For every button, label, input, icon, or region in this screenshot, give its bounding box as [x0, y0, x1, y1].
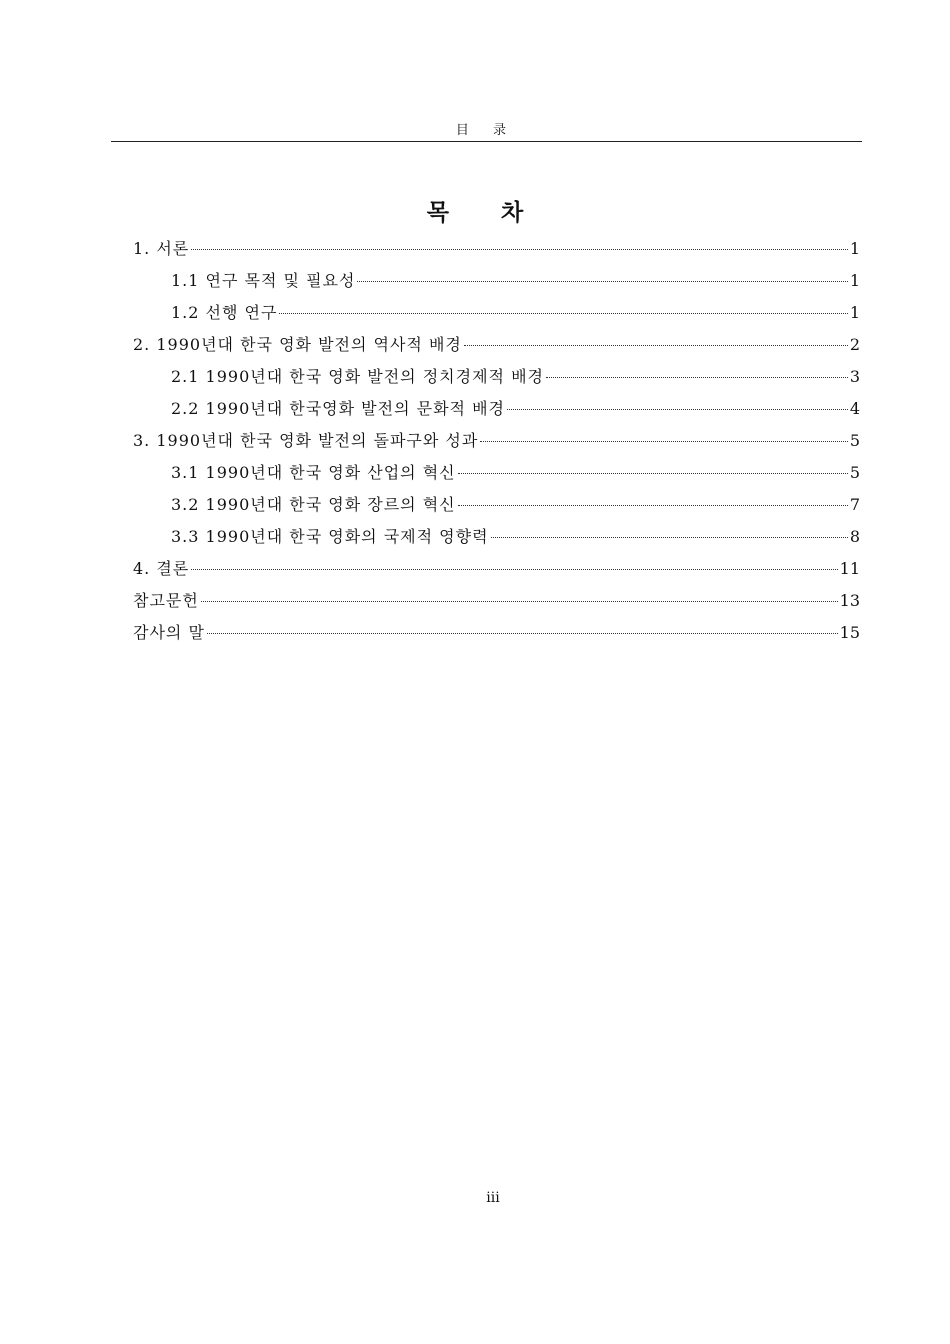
- toc-entry-label: 2.2 1990년대 한국영화 발전의 문화적 배경: [171, 399, 505, 418]
- toc-entry-page: 11: [839, 559, 860, 578]
- toc-dot-leader: [201, 601, 838, 602]
- toc-entry-page: 1: [849, 271, 860, 290]
- toc-dot-leader: [357, 281, 847, 282]
- toc-entry-1-1[interactable]: [133, 265, 860, 297]
- toc-entry-3-1[interactable]: [133, 457, 860, 489]
- toc-dot-leader: [464, 345, 848, 346]
- toc-dot-leader: [191, 249, 848, 250]
- toc-entry-page: 5: [849, 463, 860, 482]
- toc-entry-2-1[interactable]: [133, 361, 860, 393]
- toc-entry-page: 3: [849, 367, 860, 386]
- toc-dot-leader: [458, 505, 848, 506]
- toc-entry-3[interactable]: [133, 425, 860, 457]
- toc-entry-label: 감사의 말: [133, 623, 205, 642]
- toc-entry-3-2[interactable]: [133, 489, 860, 521]
- toc-entry-page: 5: [849, 431, 860, 450]
- toc-entry-acknowledgements[interactable]: [133, 617, 860, 649]
- toc-dot-leader: [480, 441, 847, 442]
- toc-entry-label: 참고문헌: [133, 591, 199, 610]
- toc-entry-label: 3. 1990년대 한국 영화 발전의 돌파구와 성과: [133, 431, 479, 450]
- toc-dot-leader: [491, 537, 848, 538]
- toc-entry-page: 2: [849, 335, 860, 354]
- toc-entry-label: 2. 1990년대 한국 영화 발전의 역사적 배경: [133, 335, 462, 354]
- toc-entry-page: 13: [839, 591, 860, 610]
- toc-dot-leader: [458, 473, 848, 474]
- toc-entry-page: 7: [849, 495, 860, 514]
- toc-entry-3-3[interactable]: [133, 521, 860, 553]
- toc-entry-label: 4. 결론: [133, 559, 190, 578]
- toc-entry-1[interactable]: [133, 233, 860, 265]
- toc-entry-references[interactable]: [133, 585, 860, 617]
- toc-dot-leader: [507, 409, 848, 410]
- toc-dot-leader: [191, 569, 837, 570]
- toc-entry-page: 15: [839, 623, 860, 642]
- toc-dot-leader: [207, 633, 838, 634]
- toc-entry-label: 3.1 1990년대 한국 영화 산업의 혁신: [171, 463, 456, 482]
- toc-entry-label: 2.1 1990년대 한국 영화 발전의 정치경제적 배경: [171, 367, 544, 386]
- table-of-contents: [133, 233, 860, 649]
- toc-entry-page: 8: [849, 527, 860, 546]
- header-divider: [111, 141, 862, 142]
- toc-entry-label: 1. 서론: [133, 239, 190, 258]
- toc-dot-leader: [279, 313, 847, 314]
- toc-entry-2[interactable]: [133, 329, 860, 361]
- page-number: iii: [486, 1190, 500, 1206]
- toc-entry-page: 4: [849, 399, 860, 418]
- toc-entry-label: 3.2 1990년대 한국 영화 장르의 혁신: [171, 495, 456, 514]
- running-header: 目 录: [455, 123, 517, 138]
- toc-entry-label: 1.1 연구 목적 및 필요성: [171, 271, 356, 290]
- toc-entry-page: 1: [849, 239, 860, 258]
- toc-entry-label: 1.2 선행 연구: [171, 303, 278, 322]
- toc-entry-4[interactable]: [133, 553, 860, 585]
- toc-entry-2-2[interactable]: [133, 393, 860, 425]
- toc-entry-1-2[interactable]: [133, 297, 860, 329]
- toc-entry-page: 1: [849, 303, 860, 322]
- toc-dot-leader: [546, 377, 848, 378]
- toc-entry-label: 3.3 1990년대 한국 영화의 국제적 영향력: [171, 527, 489, 546]
- toc-title: 목 차: [426, 199, 546, 226]
